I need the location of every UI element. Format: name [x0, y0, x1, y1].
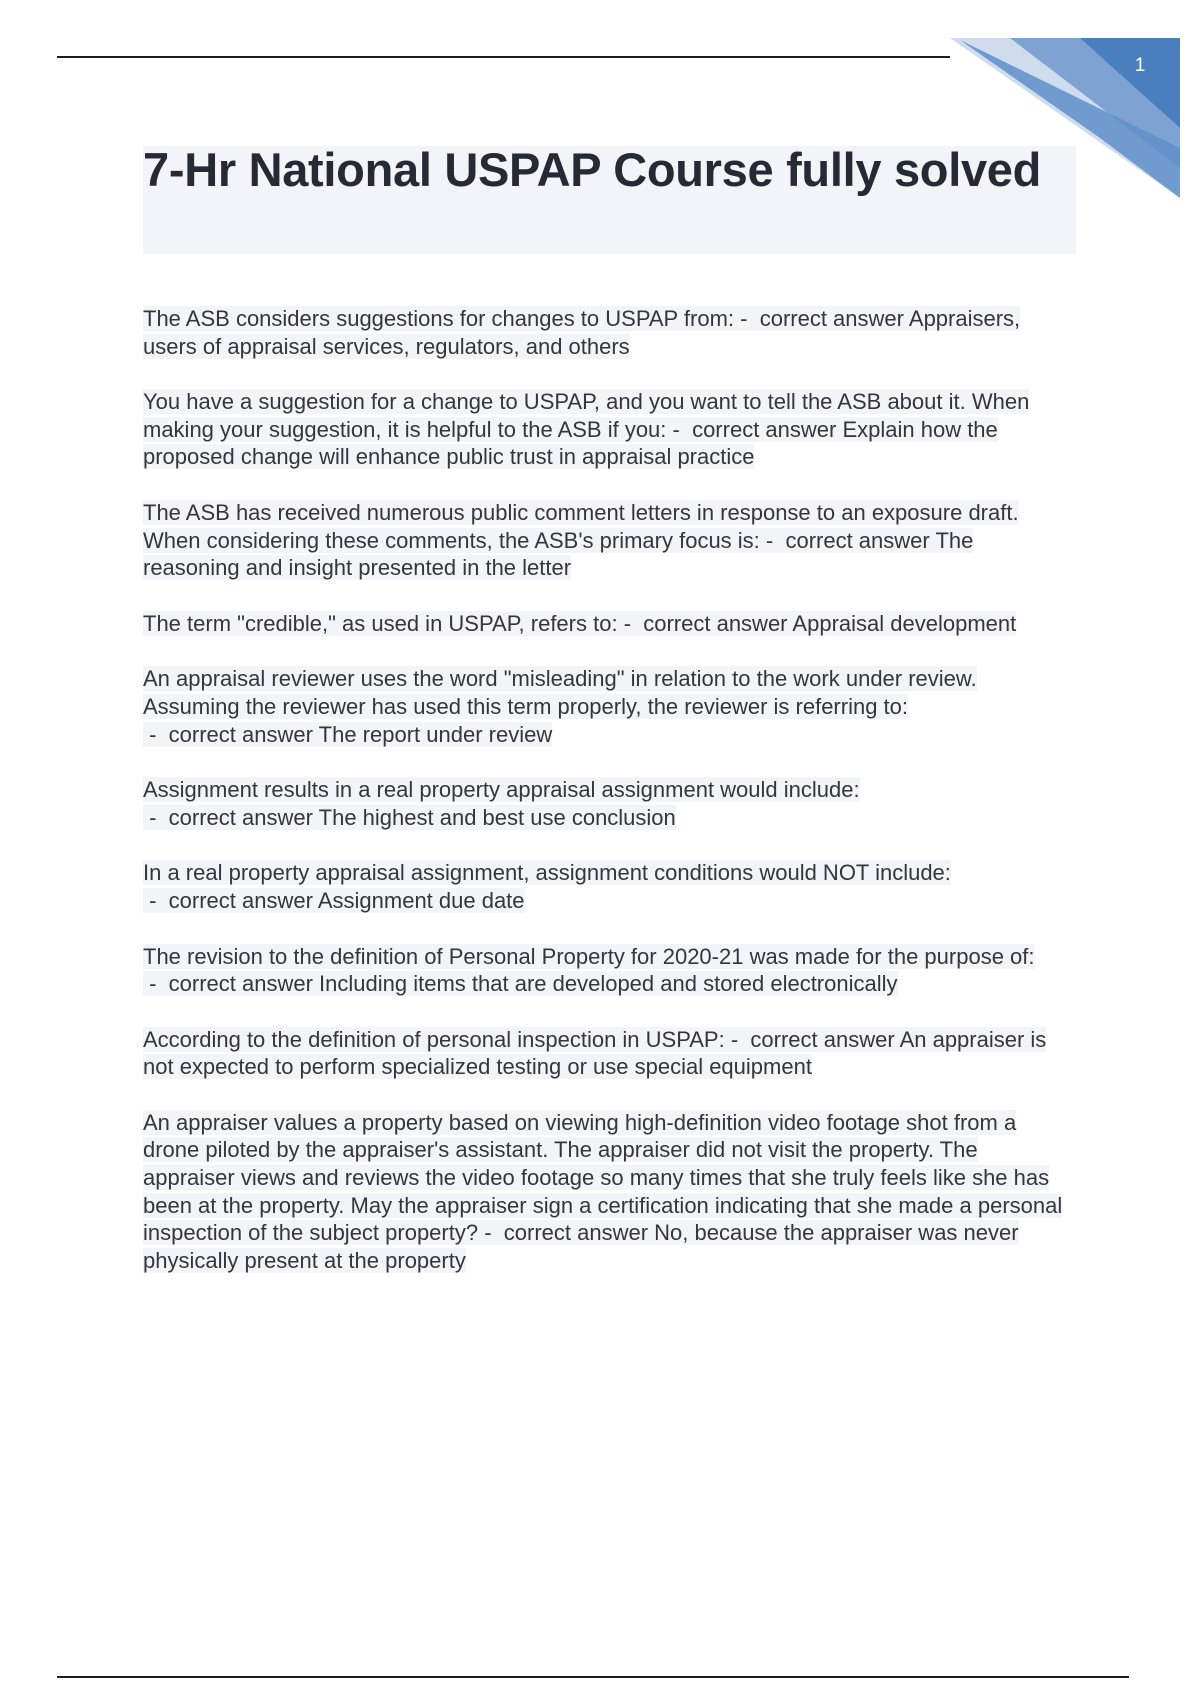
qa-item: [143, 1026, 1073, 1081]
answer-text: The highest and best use conclusion: [318, 804, 676, 830]
answer-text: Explain how the proposed change will enhance public trust in appraisal practice: [143, 416, 998, 470]
answer-separator: - correct answer: [478, 1220, 655, 1246]
answer-separator: - correct answer: [143, 887, 318, 913]
answer-separator: - correct answer: [734, 306, 909, 331]
question-text: The revision to the definition of Personal Property for 2020-21 was made for the purpose of:: [143, 943, 1035, 969]
qa-item: [143, 859, 1073, 914]
question-text: An appraisal reviewer uses the word "misleading" in relation to the work under review. Assuming the reviewer has used this term properly, the reviewer is referring to:: [143, 666, 977, 719]
qa-item: [143, 776, 1073, 831]
question-text: You have a suggestion for a change to USPAP, and you want to tell the ASB about it. When making your suggestion, it is helpful to the ASB if you:: [143, 389, 1030, 442]
answer-separator: - correct answer: [617, 610, 793, 636]
qa-item: [143, 610, 1073, 638]
page-number: 1: [1134, 55, 1146, 76]
qa-list: [143, 305, 1073, 1302]
question-text: An appraiser values a property based on viewing high-definition video footage shot from a drone piloted by the appraiser's assistant. The appraiser did not visit the property. The appraiser views and reviews the video footage so many times that she truly feels like she has been at the property. May the appraiser sign a certification indicating that she made a personal inspection of the subject property?: [143, 1109, 1063, 1246]
question-text: Assignment results in a real property appraisal assignment would include:: [143, 777, 860, 803]
qa-item: [143, 665, 1073, 748]
answer-separator: - correct answer: [143, 804, 319, 830]
question-text: The ASB has received numerous public comment letters in response to an exposure draft. When considering these comments, the ASB's primary focus is:: [143, 499, 1019, 553]
question-text: The ASB considers suggestions for changes to USPAP from:: [143, 306, 735, 331]
question-text: According to the definition of personal inspection in USPAP:: [143, 1026, 725, 1052]
answer-text: The report under review: [318, 721, 553, 747]
qa-item: [143, 943, 1073, 998]
footer-rule: [57, 1676, 1129, 1678]
answer-text: An appraiser is not expected to perform specialized testing or use special equipment: [143, 1026, 1047, 1080]
answer-text: Assignment due date: [317, 887, 525, 913]
answer-text: The reasoning and insight presented in the letter: [143, 527, 974, 581]
page-title: 7-Hr National USPAP Course fully solved: [143, 143, 1042, 196]
answer-text: Appraisers, users of appraisal services, regulators, and others: [143, 306, 1021, 359]
answer-separator: - correct answer: [724, 1026, 900, 1052]
question-text: The term "credible," as used in USPAP, refers to:: [143, 610, 618, 636]
answer-separator: - correct answer: [666, 416, 843, 442]
question-text: In a real property appraisal assignment, assignment conditions would NOT include:: [143, 860, 951, 886]
header-rule: [57, 56, 950, 58]
qa-item: [143, 1109, 1073, 1275]
qa-item: [143, 305, 1073, 360]
answer-separator: - correct answer: [759, 527, 936, 553]
answer-separator: - correct answer: [143, 971, 320, 997]
answer-text: Appraisal development: [792, 610, 1017, 636]
answer-separator: - correct answer: [143, 721, 319, 747]
qa-item: [143, 388, 1073, 471]
answer-text: Including items that are developed and stored electronically: [319, 971, 898, 997]
answer-text: No, because the appraiser was never physically present at the property: [143, 1220, 1019, 1273]
qa-item: [143, 499, 1073, 582]
